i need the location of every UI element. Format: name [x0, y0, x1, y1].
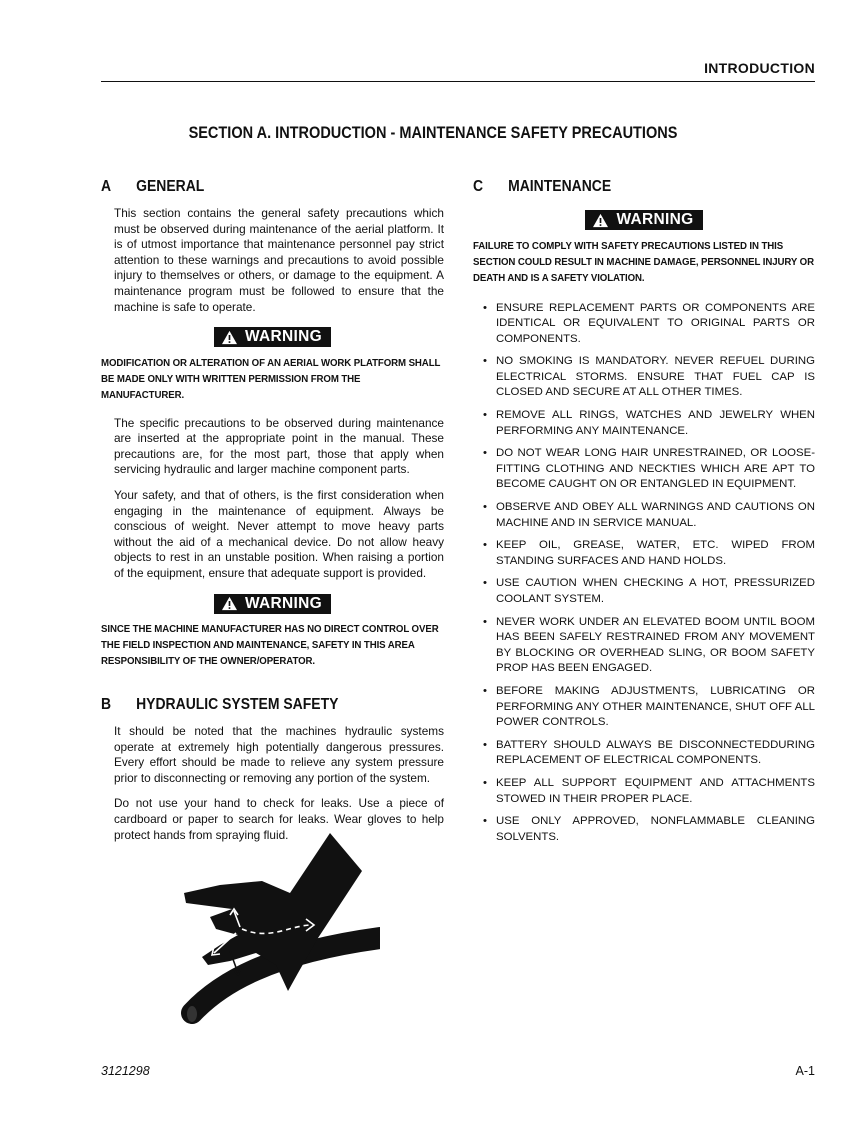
list-item: • BEFORE MAKING ADJUSTMENTS, LUBRICATING OR PERFORMING ANY OTHER MAINTENANCE, SHUT OFF ALL POWER CONTROLS.	[483, 684, 815, 729]
warning-box	[214, 327, 331, 347]
section-letter: A	[101, 178, 112, 195]
warning-text: MODIFICATION OR ALTERATION OF AN AERIAL WORK PLATFORM SHALL BE MADE ONLY WITH WRITTEN PERMISSION FROM THE MANUFACTURER.	[101, 357, 441, 401]
hydraulic-paragraph-2: Do not use your hand to check for leaks. Use a piece of cardboard or paper to search for leaks. Wear gloves to help protect hands from spraying fluid.	[114, 796, 444, 842]
warning-text: FAILURE TO COMPLY WITH SAFETY PRECAUTIONS LISTED IN THIS SECTION COULD RESULT IN MACHINE DAMAGE, PERSONNEL INJURY OR DEATH AND IS A SAFETY VIOLATION.	[473, 240, 814, 284]
list-item: • USE CAUTION WHEN CHECKING A HOT, PRESSURIZED COOLANT SYSTEM.	[483, 577, 815, 605]
hose-end	[186, 1005, 198, 1023]
section-title: SECTION A. INTRODUCTION - MAINTENANCE SAFETY PRECAUTIONS	[188, 124, 678, 142]
right-column	[473, 178, 815, 852]
warning-label: WARNING	[616, 211, 694, 228]
list-item: • USE ONLY APPROVED, NONFLAMMABLE CLEANING SOLVENTS.	[483, 815, 815, 843]
list-item: • OBSERVE AND OBEY ALL WARNINGS AND CAUTIONS ON MACHINE AND IN SERVICE MANUAL.	[483, 501, 815, 529]
maintenance-precautions-list	[473, 301, 815, 846]
warning-box	[214, 594, 331, 614]
warning-triangle-icon	[221, 596, 238, 611]
section-heading-text: MAINTENANCE	[508, 178, 612, 195]
list-item: • NO SMOKING IS MANDATORY. NEVER REFUEL DURING ELECTRICAL STORMS. ENSURE THAT FUEL CAP IS CLOSED AND SECURE AT ALL OTHER TIMES.	[483, 355, 815, 399]
list-item: • ENSURE REPLACEMENT PARTS OR COMPONENTS ARE IDENTICAL OR EQUIVALENT TO ORIGINAL PARTS OR COMPONENTS.	[483, 301, 815, 345]
warning-text: SINCE THE MACHINE MANUFACTURER HAS NO DIRECT CONTROL OVER THE FIELD INSPECTION AND MAINTENANCE, SAFETY IN THIS AREA RESPONSIBILITY OF THE OWNER/OPERATOR.	[101, 624, 439, 668]
general-heading	[101, 178, 410, 196]
general-paragraph-2: The specific precautions to be observed during maintenance are inserted at the appropriate point in the manual. These precautions are, for the most part, those that apply when servicing hydraulic and larger machine component parts.	[114, 415, 444, 477]
left-column	[101, 178, 444, 853]
general-paragraph-3: Your safety, and that of others, is the first consideration when engaging in the maintenance of equipment. Always be conscious of weight. Never attempt to move heavy parts without the aid of a mechanical device. Do not allow heavy objects to rest in an unstable position. When raising a portion of the equipment, ensure that adequate support is provided.	[114, 488, 444, 580]
page-number: A-1	[795, 1064, 815, 1078]
section-heading-text: HYDRAULIC SYSTEM SAFETY	[136, 696, 339, 714]
warning-label: WARNING	[244, 594, 322, 612]
list-item: • DO NOT WEAR LONG HAIR UNRESTRAINED, OR LOOSE-FITTING CLOTHING AND NECKTIES WHICH ARE APT TO BECOME CAUGHT ON OR ENTANGLED IN EQUIPMENT.	[483, 447, 815, 491]
list-item: • KEEP OIL, GREASE, WATER, ETC. WIPED FROM STANDING SURFACES AND HAND HOLDS.	[483, 539, 815, 567]
list-item: • NEVER WORK UNDER AN ELEVATED BOOM UNTIL BOOM HAS BEEN SAFELY RESTRAINED FROM ANY MOVEMENT BY BLOCKING OR OVERHEAD SLING, OR BOOM SAFETY PROP HAS BEEN ENGAGED.	[483, 615, 815, 675]
warning-label: WARNING	[244, 328, 322, 346]
list-item: • KEEP ALL SUPPORT EQUIPMENT AND ATTACHMENTS STOWED IN THEIR PROPER PLACE.	[483, 776, 815, 805]
list-item: • REMOVE ALL RINGS, WATCHES AND JEWELRY WHEN PERFORMING ANY MAINTENANCE.	[483, 409, 815, 437]
warning-triangle-icon	[592, 213, 609, 228]
warning-banner	[473, 210, 815, 233]
hydraulic-heading	[101, 696, 410, 714]
hydraulic-paragraph-1: It should be noted that the machines hydraulic systems operate at extremely high potentially dangerous pressures. Every effort should be made to relieve any system pressure prior to disconnecting or removing any portion of the system.	[114, 724, 444, 785]
hydraulic-leak-hand-illustration	[180, 833, 380, 1033]
warning-banner	[101, 327, 444, 350]
warning-box	[585, 210, 702, 230]
list-item: • BATTERY SHOULD ALWAYS BE DISCONNECTEDDURING REPLACEMENT OF ELECTRICAL COMPONENTS.	[483, 738, 815, 767]
general-paragraph-1: This section contains the general safety precautions which must be observed during maintenance of the aerial platform. It is of utmost importance that maintenance personnel pay strict attention to these warnings and precautions to avoid possible injury to themselves or others, or damage to the equipment. A maintenance program must be followed to ensure that the machine is safe to operate.	[114, 206, 444, 314]
warning-banner	[101, 594, 444, 617]
header-rule	[101, 81, 815, 82]
section-letter: B	[101, 696, 112, 714]
warning-triangle-icon	[221, 330, 238, 345]
running-header: INTRODUCTION	[704, 60, 815, 76]
section-heading-text: GENERAL	[136, 178, 205, 195]
section-letter: C	[473, 178, 484, 195]
document-number: 3121298	[101, 1064, 150, 1078]
maintenance-heading	[473, 178, 781, 196]
